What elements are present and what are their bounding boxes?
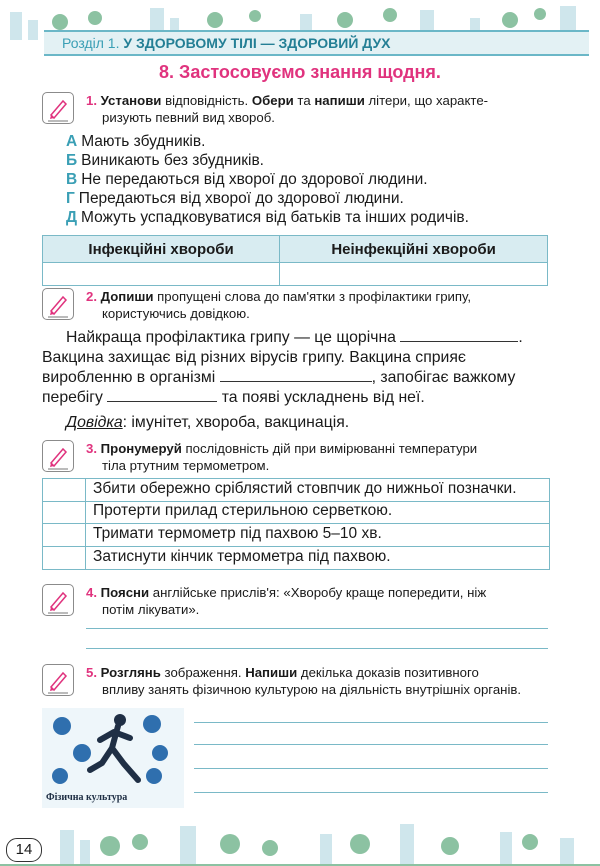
answer-line[interactable]	[86, 648, 548, 649]
section-title: У ЗДОРОВОМУ ТІЛІ — ЗДОРОВИЙ ДУХ	[123, 35, 391, 51]
step-number-box[interactable]	[43, 501, 86, 523]
hint: Довідка: імунітет, хвороба, вакцинація.	[66, 414, 350, 431]
table-header-infectious: Інфекційні хвороби	[43, 236, 280, 263]
pencil-icon	[42, 288, 74, 320]
task2-instruction: 2. Допиши пропущені слова до пам'ятки з профілактики грипу, користуючись довідкою.	[86, 289, 471, 321]
blank-1[interactable]	[400, 327, 518, 342]
pencil-icon	[42, 584, 74, 616]
answer-line[interactable]	[194, 744, 548, 745]
bottom-decoration	[0, 816, 600, 866]
answer-line[interactable]	[194, 722, 548, 723]
table-header-noninfectious: Неінфекційні хвороби	[280, 236, 548, 263]
step-number-box[interactable]	[43, 479, 86, 501]
answer-cell-noninfectious[interactable]	[280, 263, 548, 286]
task4-instruction: 4. Поясни англійське прислів'я: «Хворобу краще попередити, ніж потім лікувати».	[86, 585, 487, 617]
page-number: 14	[6, 838, 42, 862]
memo-line-3: виробленню в організмі , запобігає важкому	[42, 369, 516, 386]
task1-instruction: 1. Установи відповідність. Обери та напиши літери, що характе- ризують певний вид хвороб.	[86, 93, 489, 125]
answer-line[interactable]	[194, 768, 548, 769]
option-v: В Не передаються від хворої до здорової людини.	[66, 171, 428, 188]
task3-instruction: 3. Пронумеруй послідовність дій при вимірюванні температури тіла ртутним термометром.	[86, 441, 478, 473]
step-text: Протерти прилад стерильною серветкою.	[93, 502, 393, 519]
step-row	[42, 547, 550, 570]
pencil-icon	[42, 440, 74, 472]
answer-line[interactable]	[194, 792, 548, 793]
option-d: Д Можуть успадковуватися від батьків та інших родичів.	[66, 209, 469, 226]
disease-table	[42, 235, 548, 286]
step-row	[42, 478, 550, 502]
answer-line[interactable]	[86, 628, 548, 629]
option-a: А Мають збудників.	[66, 133, 206, 150]
step-row	[42, 501, 550, 524]
option-h: Г Передаються від хворої до здорової людини.	[66, 190, 404, 207]
fitness-illustration	[42, 708, 184, 808]
step-number-box[interactable]	[43, 524, 86, 546]
lesson-heading: 8. Застосовуємо знання щодня.	[159, 62, 441, 82]
image-caption: Фізична культура	[46, 792, 128, 803]
memo-line-2: Вакцина захищає від різних вірусів грипу. Вакцина сприяє	[42, 349, 466, 366]
section-banner	[44, 30, 589, 56]
task5-instruction: 5. Розглянь зображення. Напиши декілька доказів позитивного впливу занять фізичною культурою на діяльність внутрішніх органів.	[86, 665, 522, 697]
step-number-box[interactable]	[43, 547, 86, 569]
step-row	[42, 524, 550, 547]
answer-cell-infectious[interactable]	[43, 263, 280, 286]
step-text: Затиснути кінчик термометра під пахвою.	[93, 548, 391, 565]
pencil-icon	[42, 92, 74, 124]
memo-line-1: Найкраща профілактика грипу — це щорічна .	[66, 329, 523, 346]
step-text: Тримати термометр під пахвою 5–10 хв.	[93, 525, 382, 542]
blank-2[interactable]	[220, 367, 372, 382]
blank-3[interactable]	[107, 387, 217, 402]
option-b: Б Виникають без збудників.	[66, 152, 264, 169]
step-text: Збити обережно сріблястий стовпчик до нижньої позначки.	[93, 480, 517, 497]
memo-line-4: перебігу та появі ускладнень від неї.	[42, 389, 425, 406]
section-label: Розділ 1.	[62, 35, 120, 51]
pencil-icon	[42, 664, 74, 696]
